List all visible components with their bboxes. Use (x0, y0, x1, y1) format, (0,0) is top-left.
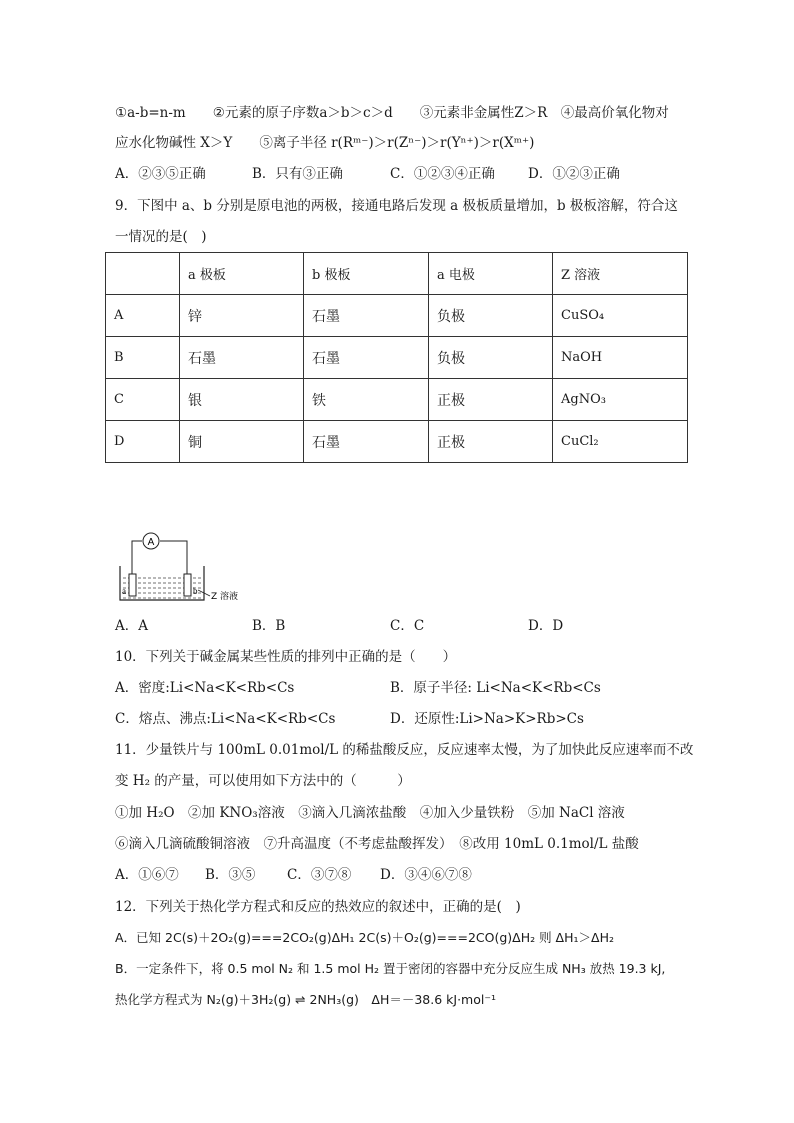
electrode-b (184, 574, 191, 596)
galvanic-cell-diagram (112, 528, 242, 604)
table-cell: 银 (180, 379, 304, 421)
table-cell: AgNO₃ (553, 379, 688, 421)
table-header-cell (106, 253, 180, 295)
table-header-cell: Z 溶液 (553, 253, 688, 295)
q12-option-b-line1[interactable]: B．一定条件下，将 0.5 mol N₂ 和 1.5 mol H₂ 置于密闭的容器中充分反应生成 NH₃ 放热 19.3 kJ, (115, 961, 666, 976)
table-cell: C (106, 379, 180, 421)
table-cell: D (106, 421, 180, 463)
q8-option-b[interactable]: B．只有③正确 (252, 166, 343, 182)
label-b: b (193, 586, 198, 596)
wire-right (160, 541, 187, 578)
table-cell: 石墨 (304, 295, 429, 337)
table-cell: A (106, 295, 180, 337)
table-cell: B (106, 337, 180, 379)
q8-option-d[interactable]: D．①②③正确 (528, 166, 620, 182)
q10-option-d[interactable]: D．还原性:Li>Na>K>Rb>Cs (390, 711, 584, 727)
table-row (106, 295, 688, 337)
q12-option-a[interactable]: A．已知 2C(s)＋2O₂(g)===2CO₂(g)ΔH₁ 2C(s)＋O₂(g)===2CO(g)ΔH₂ 则 ΔH₁＞ΔH₂ (115, 930, 614, 945)
q9-table (105, 252, 688, 463)
table-cell: 正极 (429, 421, 553, 463)
table-cell: 负极 (429, 295, 553, 337)
table-row (106, 379, 688, 421)
q12-option-b-line2: 热化学方程式为 N₂(g)＋3H₂(g) ⇌ 2NH₃(g) ΔH＝－38.6 kJ·mol⁻¹ (115, 992, 496, 1007)
q11-methods-line1: ①加 H₂O ②加 KNO₃溶液 ③滴入几滴浓盐酸 ④加入少量铁粉 ⑤加 NaCl 溶液 (115, 805, 625, 821)
table-cell: NaOH (553, 337, 688, 379)
table-header-cell: a 电极 (429, 253, 553, 295)
q9-option-b[interactable]: B．B (252, 618, 286, 634)
table-cell: 铜 (180, 421, 304, 463)
q11-option-b[interactable]: B．③⑤ (205, 867, 256, 883)
table-cell: 石墨 (304, 421, 429, 463)
q9-option-a[interactable]: A．A (115, 618, 148, 634)
q8-option-c[interactable]: C．①②③④正确 (390, 166, 495, 182)
q10-option-c[interactable]: C．熔点、沸点:Li<Na<K<Rb<Cs (115, 711, 336, 727)
wire-left (132, 541, 142, 578)
label-z-solution: Z 溶液 (211, 592, 239, 602)
table-header-cell: b 极板 (304, 253, 429, 295)
table-cell: 负极 (429, 337, 553, 379)
q10-stem: 10．下列关于碱金属某些性质的排列中正确的是（ ） (115, 649, 457, 665)
q11-stem-line1: 11．少量铁片与 100mL 0.01mol/L 的稀盐酸反应，反应速率太慢，为了加快此反应速率而不改 (115, 742, 694, 758)
table-cell: 正极 (429, 379, 553, 421)
table-cell: 石墨 (180, 337, 304, 379)
table-cell: 锌 (180, 295, 304, 337)
label-a: a (122, 586, 126, 596)
q11-option-c[interactable]: C．③⑦⑧ (287, 867, 352, 883)
table-cell: 铁 (304, 379, 429, 421)
electrode-a (129, 574, 136, 596)
q9-option-d[interactable]: D．D (528, 618, 564, 634)
q9-stem-line2: 一情况的是( ) (115, 229, 207, 245)
table-row (106, 337, 688, 379)
q9-stem-line1: 9．下图中 a、b 分别是原电池的两极，接通电路后发现 a 极板质量增加，b 极板溶解，符合这 (115, 198, 678, 214)
q11-option-a[interactable]: A．①⑥⑦ (115, 867, 179, 883)
q11-stem-line2: 变 H₂ 的产量，可以使用如下方法中的（ ） (115, 773, 411, 789)
table-header-cell: a 极板 (180, 253, 304, 295)
q8-option-a[interactable]: A．②③⑤正确 (115, 166, 206, 182)
q12-stem: 12．下列关于热化学方程式和反应的热效应的叙述中，正确的是( ) (115, 899, 521, 915)
table-cell: 石墨 (304, 337, 429, 379)
q11-option-d[interactable]: D．③④⑥⑦⑧ (380, 867, 472, 883)
table-header-row (106, 253, 688, 295)
table-row (106, 421, 688, 463)
q8-statements-line2: 应水化物碱性 X＞Y ⑤离子半径 r(Rᵐ⁻)＞r(Zⁿ⁻)＞r(Yⁿ⁺)＞r(Xᵐ⁺) (115, 135, 535, 151)
q10-option-b[interactable]: B．原子半径: Li<Na<K<Rb<Cs (390, 680, 601, 696)
q8-statements-line1: ①a-b=n-m ②元素的原子序数a＞b＞c＞d ③元素非金属性Z＞R ④最高价氧化物对 (115, 105, 669, 121)
q10-option-a[interactable]: A．密度:Li<Na<K<Rb<Cs (115, 680, 295, 696)
ammeter-label: A (147, 537, 155, 548)
table-cell: CuSO₄ (553, 295, 688, 337)
q11-methods-line2: ⑥滴入几滴硫酸铜溶液 ⑦升高温度（不考虑盐酸挥发） ⑧改用 10mL 0.1mol/L 盐酸 (115, 836, 639, 852)
table-cell: CuCl₂ (553, 421, 688, 463)
q9-option-c[interactable]: C．C (390, 618, 425, 634)
